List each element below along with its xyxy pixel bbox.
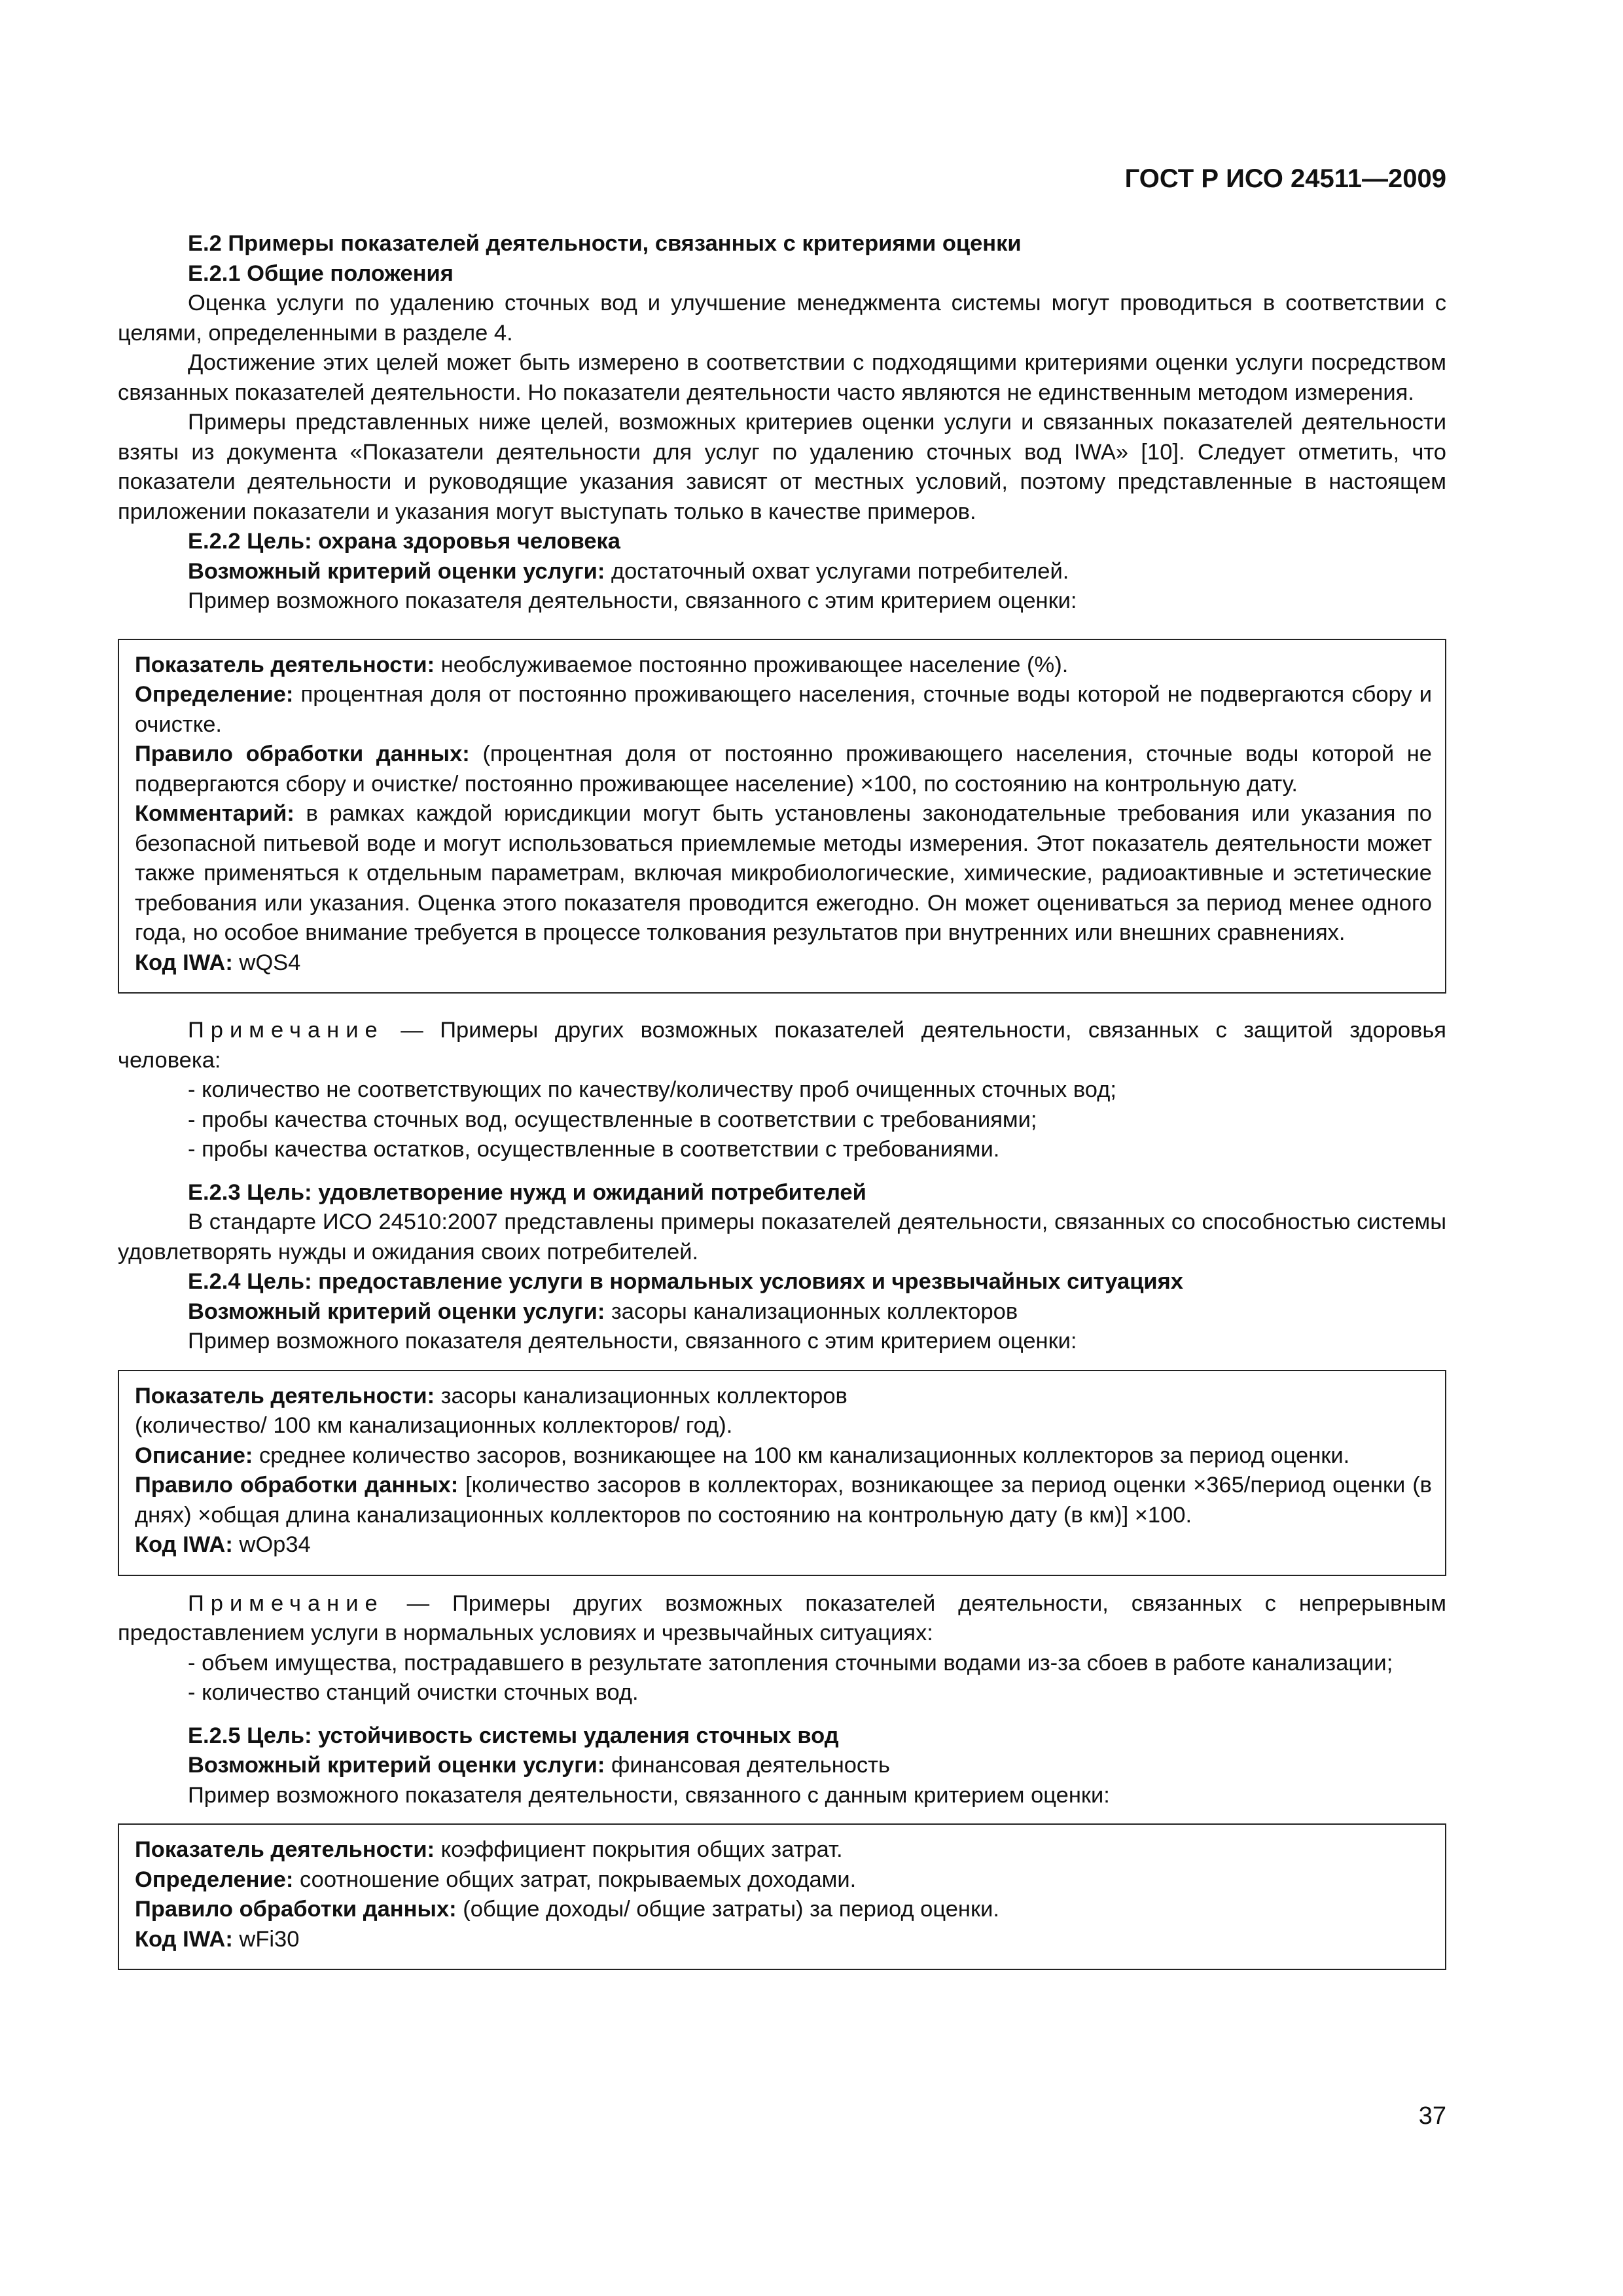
list-item: - объем имущества, пострадавшего в результате затопления сточными водами из-за сбоев в работе канализации;	[188, 1650, 1393, 1676]
indicator-value: коэффициент покрытия общих затрат.	[435, 1837, 843, 1862]
section-e24-title: Е.2.4 Цель: предоставление услуги в нормальных условиях и чрезвычайных ситуациях	[188, 1269, 1183, 1294]
rule-label: Правило обработки данных:	[135, 742, 470, 766]
iwa-code-value: wFi30	[232, 1926, 300, 1952]
iwa-code-label: Код IWA:	[135, 1926, 233, 1952]
rule-line	[135, 740, 1432, 799]
criterion-line	[118, 557, 1446, 587]
indicator-line	[135, 651, 1432, 681]
iwa-code-line	[135, 948, 1432, 978]
rule-label: Правило обработки данных:	[135, 1473, 459, 1498]
iwa-code-label: Код IWA:	[135, 1532, 233, 1557]
description-line	[135, 1441, 1432, 1471]
list-item: - количество станций очистки сточных вод.	[188, 1680, 639, 1705]
indicator-label: Показатель деятельности:	[135, 652, 435, 677]
indicator-box	[118, 1370, 1446, 1576]
note-text: — Примеры других возможных показателей деятельности, связанных с защитой здоровья человека:	[118, 1018, 1446, 1073]
section-e25-title: Е.2.5 Цель: устойчивость системы удаления сточных вод	[188, 1723, 839, 1748]
note-text: — Примеры других возможных показателей деятельности, связанных с непрерывным предоставлением услуги в нормальных условиях и чрезвычайных ситуациях:	[118, 1590, 1446, 1645]
iwa-code-label: Код IWA:	[135, 950, 233, 975]
definition-value: соотношение общих затрат, покрываемых доходами.	[293, 1867, 857, 1892]
section-e2-title: Е.2 Примеры показателей деятельности, связанных с критериями оценки	[188, 231, 1022, 256]
document-code: ГОСТ Р ИСО 24511—2009	[1124, 164, 1446, 193]
comment-label: Комментарий:	[135, 801, 294, 826]
comment-value: в рамках каждой юрисдикции могут быть установлены законодательные требования или указания по безопасной питьевой воде и могут использоваться приемлемые методы измерения. Этот показатель деятельности может также применяться к отдельным параметрам, включая микробиологические, химические, радиоактивные и эстетические требования или указания. Оценка этого показателя проводится ежегодно. Он может оцениваться за период менее одного года, но особое внимание требуется в процессе толкования результатов при внутренних или внешних сравнениях.	[135, 801, 1432, 945]
page-content	[118, 229, 1446, 1970]
note	[118, 1589, 1446, 1649]
rule-value: (общие доходы/ общие затраты) за период оценки.	[456, 1897, 999, 1922]
rule-value: [количество засоров в коллекторах, возникающее за период оценки ×365/период оценки (в днях) ×общая длина канализационных коллекторов по состоянию на контрольную дату (в км)] ×100.	[135, 1473, 1433, 1528]
paragraph: Оценка услуги по удалению сточных вод и улучшение менеджмента системы могут проводиться в соответствии с целями, определенными в разделе 4.	[118, 291, 1446, 346]
paragraph: В стандарте ИСО 24510:2007 представлены примеры показателей деятельности, связанных со способностью системы удовлетворять нужды и ожидания своих потребителей.	[118, 1210, 1446, 1265]
description-label: Описание:	[135, 1443, 253, 1468]
indicator-value: необслуживаемое постоянно проживающее население (%).	[435, 652, 1069, 677]
paragraph: Достижение этих целей может быть измерено в соответствии с подходящими критериями оценки услуги посредством связанных показателей деятельности. Но показатели деятельности часто являются не единственным методом измерения.	[118, 350, 1446, 405]
rule-label: Правило обработки данных:	[135, 1897, 457, 1922]
criterion-label: Возможный критерий оценки услуги:	[188, 1299, 605, 1324]
section-e21-title: Е.2.1 Общие положения	[188, 260, 454, 286]
paragraph: Примеры представленных ниже целей, возможных критериев оценки услуги и связанных показателей деятельности взяты из документа «Показатели деятельности для услуг по удалению сточных вод IWA» [10]. Следует отметить, что показатели деятельности и руководящие указания зависят от местных условий, поэтому представленные в настоящем приложении показатели и указания могут выступать только в качестве примеров.	[118, 410, 1446, 524]
iwa-code-line	[135, 1925, 1432, 1955]
rule-line	[135, 1471, 1432, 1530]
definition-label: Определение:	[135, 682, 294, 707]
comment-line	[135, 799, 1432, 948]
section-e23-title: Е.2.3 Цель: удовлетворение нужд и ожиданий потребителей	[188, 1179, 866, 1205]
criterion-value: засоры канализационных коллекторов	[605, 1299, 1018, 1324]
list-item: - пробы качества сточных вод, осуществленные в соответствии с требованиями;	[188, 1107, 1037, 1132]
note	[118, 1016, 1446, 1075]
indicator-line	[135, 1835, 1432, 1865]
page-number: 37	[1418, 2102, 1446, 2130]
indicator-label: Показатель деятельности:	[135, 1383, 435, 1408]
criterion-line	[118, 1751, 1446, 1781]
criterion-line	[118, 1297, 1446, 1327]
criterion-value: финансовая деятельность	[605, 1753, 890, 1778]
list-item: - пробы качества остатков, осуществленные в соответствии с требованиями.	[188, 1137, 1000, 1162]
definition-line	[135, 680, 1432, 740]
example-intro: Пример возможного показателя деятельности, связанного с данным критерием оценки:	[188, 1782, 1110, 1808]
indicator-value: засоры канализационных коллекторов	[435, 1383, 847, 1408]
note-word: Примечание	[188, 1590, 384, 1616]
example-intro: Пример возможного показателя деятельности, связанного с этим критерием оценки:	[188, 1329, 1077, 1354]
criterion-label: Возможный критерий оценки услуги:	[188, 1753, 605, 1778]
description-value: среднее количество засоров, возникающее на 100 км канализационных коллекторов за период оценки.	[253, 1443, 1350, 1468]
iwa-code-value: wOp34	[232, 1532, 311, 1557]
definition-label: Определение:	[135, 1867, 294, 1892]
indicator-unit: (количество/ 100 км канализационных коллекторов/ год).	[135, 1413, 733, 1438]
definition-value: процентная доля от постоянно проживающего населения, сточные воды которой не подвергаются сбору и очистке.	[135, 682, 1432, 737]
indicator-box	[118, 1823, 1446, 1970]
definition-line	[135, 1865, 1432, 1895]
indicator-label: Показатель деятельности:	[135, 1837, 435, 1862]
rule-line	[135, 1895, 1432, 1925]
example-intro: Пример возможного показателя деятельности, связанного с этим критерием оценки:	[188, 588, 1077, 613]
rule-value: (процентная доля от постоянно проживающего населения, сточные воды которой не подвергаются сбору и очистке/ постоянно проживающее население) ×100, по состоянию на контрольную дату.	[135, 742, 1432, 797]
criterion-value: достаточный охват услугами потребителей.	[605, 558, 1069, 584]
note-word: Примечание	[188, 1018, 384, 1043]
criterion-label: Возможный критерий оценки услуги:	[188, 558, 605, 584]
indicator-box	[118, 639, 1446, 994]
iwa-code-line	[135, 1530, 1432, 1560]
iwa-code-value: wQS4	[232, 950, 301, 975]
indicator-line	[135, 1382, 1432, 1412]
list-item: - количество не соответствующих по качеству/количеству проб очищенных сточных вод;	[188, 1077, 1116, 1102]
section-e22-title: Е.2.2 Цель: охрана здоровья человека	[188, 529, 620, 554]
